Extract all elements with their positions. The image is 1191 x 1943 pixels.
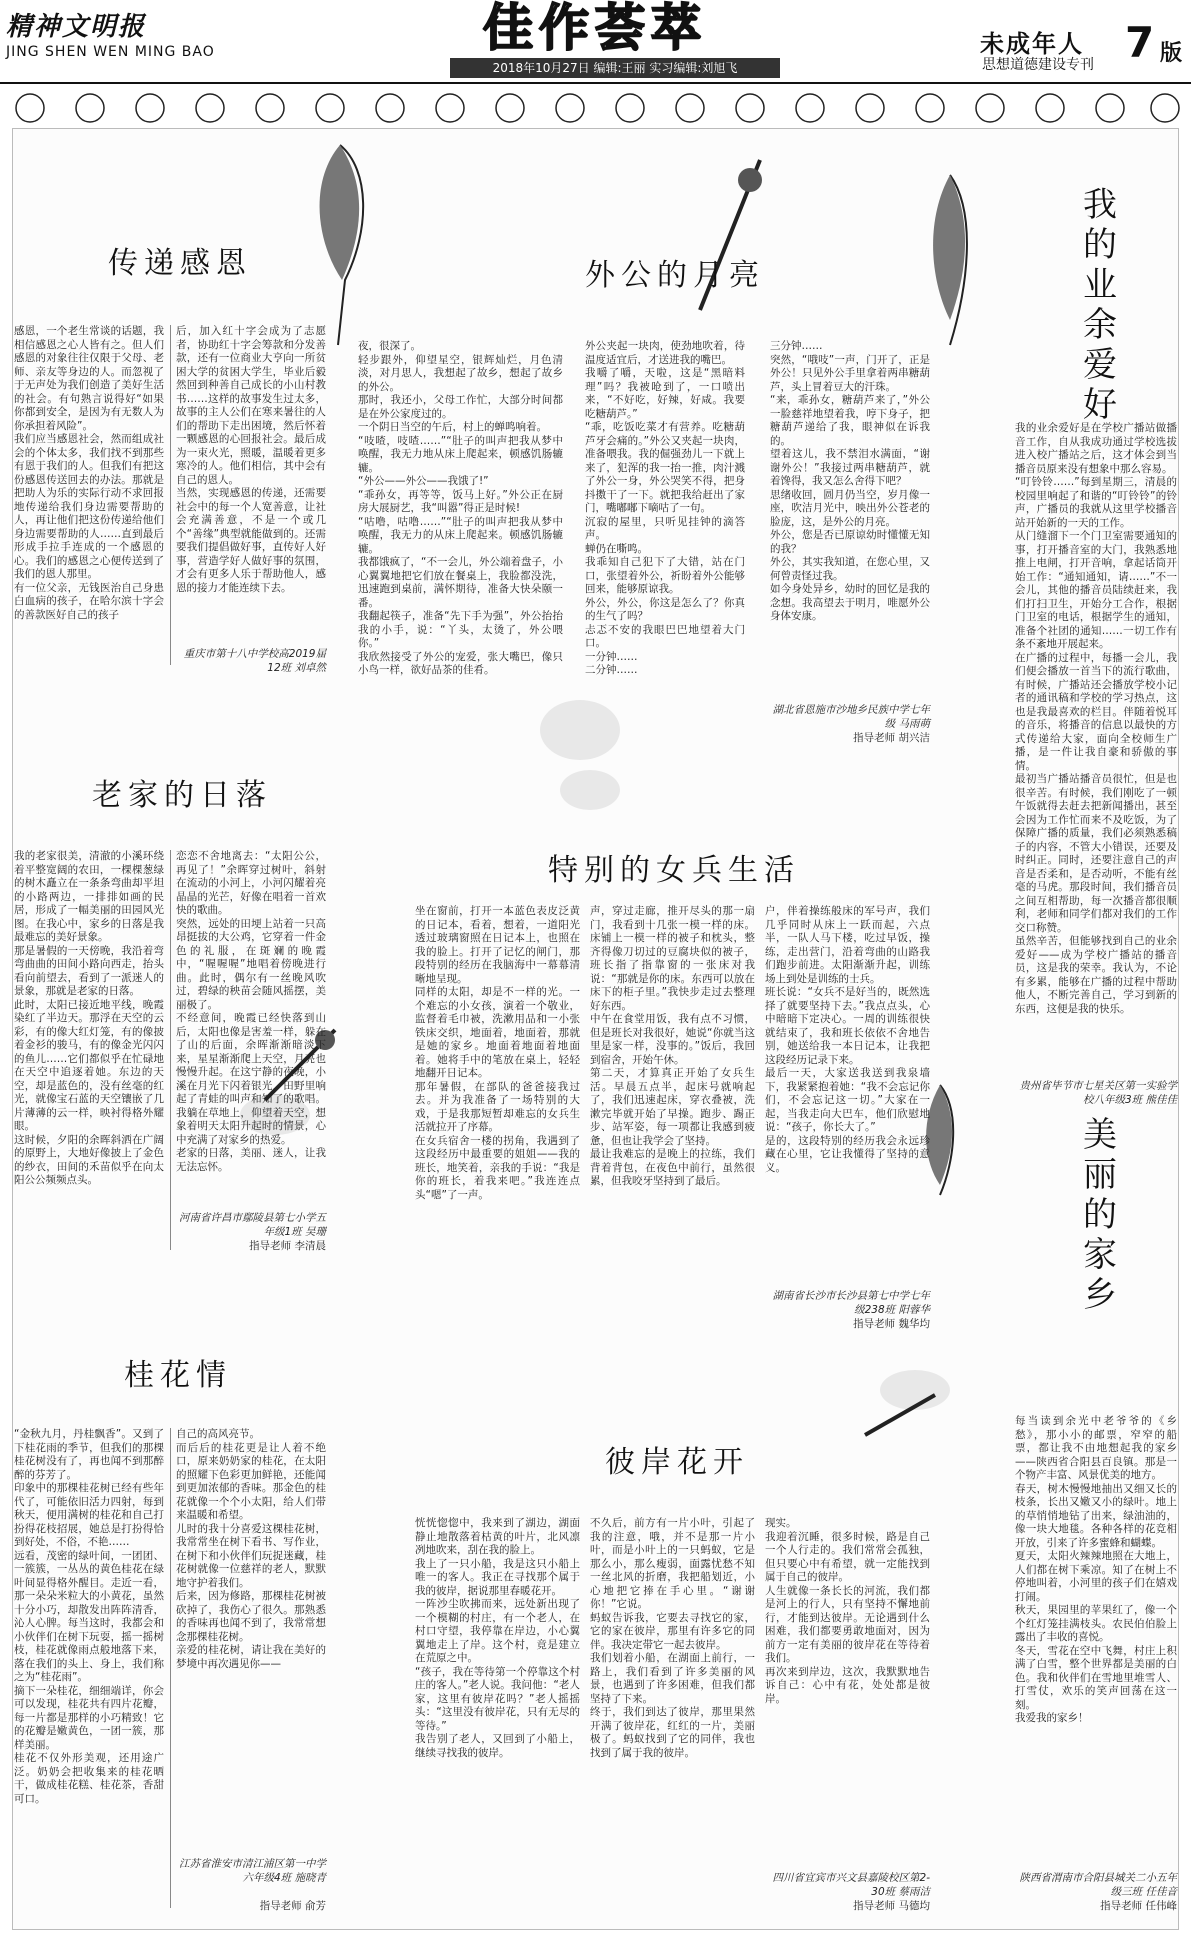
article-grandpa-moon-teacher: 指导老师 胡兴洁 — [853, 732, 930, 744]
article-female-soldier-col2: 声，穿过走廊，推开尽头的那一扇门，我看到十几张一模一样的床。床铺上一模一样的被子和枕头，整齐得像刀切过的豆腐块似的被子，班长指了指靠窗的一张床对我说：“那就是你的床。东西可以放在床下的柜子里。”我快步走过去整理好东西。 中午在食堂用饭，我有点不习惯，但是班长对我很好，她说“你就当这里是家一样，没事的。”饭后，我回到宿舍，开始午休。 第二天，才算真正开始了女兵生活。早晨五点半，起床号就响起了，我们迅速起床，穿衣叠被，洗漱完毕就开始了早操。跑步、踢正步、站军姿，每一项都让我感到疲惫，但也让我学会了坚持。 最让我难忘的是晚上的拉练，我们背着背包，在夜色中前行，虽然很累，但我咬牙坚持到了最后。 — [590, 905, 755, 1187]
article-hometown-col1: 每当读到余光中老爷爷的《乡愁》，那小小的邮票，窄窄的船票，都让我不由地想起我的家乡——陕西省合阳县百良镇。那是一个物产丰富、风景优美的地方。 春天，树木慢慢地抽出又细又长的枝条，长出又嫩又小的绿叶。地上的草悄悄地钻了出来，绿油油的，像一块大地毯。各种各样的花竞相开放，引来了许多蜜蜂和蝴蝶。 夏天，太阳火辣辣地照在大地上，人们都在树下乘凉。知了在树上不停地叫着，小河里的孩子们在嬉戏打闹。 秋天，果园里的苹果红了，像一个个红灯笼挂满枝头。农民伯伯脸上露出了丰收的喜悦。 冬天，雪花在空中飞舞，村庄上积满了白雪，整个世界都是美丽的白色。我和伙伴们在雪地里堆雪人、打雪仗，欢乐的笑声回荡在这一刻。 我爱我的家乡！ — [1015, 1415, 1177, 1724]
article-spider-lily-teacher: 指导老师 马德均 — [853, 1900, 930, 1912]
page-number: 7 — [1125, 18, 1155, 67]
article-sunset-teacher: 指导老师 李清晨 — [249, 1240, 326, 1252]
article-title-hometown: 美丽的家乡 — [1083, 1115, 1117, 1315]
article-sunset-byline: 河南省许昌市鄢陵县第七小学五年级1班 吴珊 — [179, 1212, 326, 1238]
column-divider — [170, 325, 171, 665]
article-osmanthus-col2: 自己的高风亮节。 而后后的桂花更是让人着不绝口，原来奶奶家的桂花，在太阳的照耀下色彩更加鲜艳，还能闻到更加浓郁的香味。那金色的桂花就像一个个小太阳，给人们带来温暖和希望。 儿时的我十分喜爱这棵桂花树，我常常坐在树下看书、写作业，在树下和小伙伴们玩捉迷藏，桂花树就像一位慈祥的老人，默默地守护着我们。 后来，因为修路，那棵桂花树被砍掉了，我伤心了很久。那熟悉的香味再也闻不到了，我常常想念那棵桂花树。 亲爱的桂花树，请让我在美好的梦境中再次遇见你—— — [176, 1428, 326, 1670]
article-hobby-col1: 我的业余爱好是在学校广播站做播音工作，自从我成功通过学校选拔进入校广播站之后，这才体会到当播音员原来没有想象中那么容易。 “叮铃铃……”每到星期三，清晨的校园里响起了和谐的“叮铃铃”的铃声，广播员的我就从这里学校播音站开始新的一天的工作。 从门缝溜下一个门卫室需要通知的事，打开播音室的大门，我熟悉地推上电闸，打开音响，拿起话筒开始工作：“通知通知，请……”不一会儿，其他的播音员陆续赶来，我们打扫卫生，开始分工合作，根据门卫室的电话，根据学生的通知，准备个社团的通知……一切工作有条不紊地开展起来。 在广播的过程中，每播一会儿，我们便会播放一首当下的流行歌曲，有时候，广播站还会播放学校小记者的通讯稿和学校的学习热点，这也是我最喜欢的栏目。伴随着悦耳的音乐，将播音的信息以最快的方式传递给大家，面向全校师生广播，是一件让我自豪和骄傲的事情。 最初当广播站播音员很忙，但是也很辛苦。有时候，我们刚吃了一顿午饭就得去赶去把新闻播出，甚至会因为工作忙而来不及吃饭，为了保障广播的质量，我们必须熟悉稿子的内容，不管大小错误，还要及时纠正。同时，还要注意自己的声音是否柔和，是否动听，不能有丝毫的马虎。那段时间，我们播音员之间互相帮助，每一次播音都很顺利，老师和同学们都对我们的工作交口称赞。 虽然辛苦，但能够找到自己的业余爱好——成为学校广播站的播音员，这是我的荣幸。我认为，不论有多累，能够在广播的过程中帮助他人，不断完善自己，学习到新的东西，这便是我的快乐。 — [1015, 422, 1177, 1015]
masthead-pinyin: JING SHEN WEN MING BAO — [6, 44, 215, 60]
article-female-soldier-col3: 户，伴着操练般床的军号声，我们几乎同时从床上一跃而起，六点半，一队人马下楼，吃过早饭，操练，走出营门，沿着弯曲的山路我们跑步前进。太阳渐渐升起，训练场上到处是训练的士兵。 班长说：“女兵不是好当的，既然选择了就要坚持下去。”我点点头，心中暗暗下定决心。一周的训练很快就结束了，我和班长依依不舍地告别，她送给我一本日记本，让我把这段经历记录下来。 最后一天，大家送我送到我泉墙下，我紧紧抱着她：“我不会忘记你们，不会忘记这一切。”大家在一起，当我走向大巴车，他们欣慰地说：“孩子，你长大了。” 是的，这段特别的经历我会永远珍藏在心里，它让我懂得了坚持的意义。 — [765, 905, 930, 1174]
quill-feather-icon — [300, 140, 380, 350]
article-spider-lily-col3: 现实。 我迎着沉睡，很多时候，路是自己一个人行走的。我们常常会孤独，但只要心中有希望，就一定能找到属于自己的彼岸。 人生就像一条长长的河流，我们都是河上的行人，只有坚持不懈地前行，才能到达彼岸。无论遇到什么困难，我们都要勇敢地面对，因为前方一定有美丽的彼岸花在等待着我们。 再次来到岸边，这次，我默默地告诉自己：心中有花，处处都是彼岸。 — [765, 1517, 930, 1705]
article-spider-lily-byline: 四川省宜宾市兴文县嘉陵校区第2-30班 蔡雨洁 — [772, 1872, 930, 1898]
article-sunset-col1: 我的老家很美，清澈的小溪环绕着平整宽阔的农田，一棵棵葱绿的树木矗立在一条条弯曲却平坦的小路两边，一排排如画的民居，形成了一幅美丽的田园风光图。在我心中，家乡的日落是我最难忘的美好景象。 那是暑假的一天傍晚，我沿着弯弯曲曲的田间小路向西走，抬头看向前望去，看到了一派迷人的景象，那就是老家的日落。 此时，太阳已接近地平线，晚霞染红了半边天。那浮在天空的云彩，有的像大红灯笼，有的像披着金衫的骏马，有的像金光闪闪的鱼儿……它们都似乎在忙碌地在天空中追逐着她。东边的天空，却是蓝色的，没有丝毫的红光，就像宝石蓝的天空镶嵌了几片薄薄的云一样，映衬得格外耀眼。 这时候，夕阳的余晖斜洒在广阔的原野上，大地好像披上了金色的纱衣，田间的禾苗似乎在向太阳公公频频点头。 — [14, 850, 164, 1186]
article-sunset-col2: 恋恋不舍地离去：“太阳公公，再见了！”余晖穿过树叶，斜射在流动的小河上，小河闪耀着亮晶晶的光芒，好像在唱着一首欢快的歌曲。 突然，远处的田埂上站着一只高昂挺拔的大公鸡，它穿着一件金色的礼服，在斑斓的晚霞中，“喔喔喔”地唱着傍晚进行曲。此时，偶尔有一丝晚风吹过，碧绿的秧苗会随风摇摆，美丽极了。 不经意间，晚霞已经快落到山后，太阳也像是害羞一样，躲在了山的后面，余晖渐渐暗淡下来，星星渐渐爬上天空，月亮也慢慢升起。在这宁静的夜晚，小溪在月光下闪着银光，田野里响起了青蛙的叫声和知了的歌唱。我躺在草地上，仰望着天空，想象着明天太阳升起时的情景，心中充满了对家乡的热爱。 老家的日落，美丽、迷人，让我无法忘怀。 — [176, 850, 326, 1173]
quill-feather-icon — [920, 170, 980, 350]
page-suffix: 版 — [1160, 41, 1183, 66]
article-grandpa-moon-col2: 外公夹起一块肉，使劲地吹着，待温度适宜后，才送进我的嘴巴。 我嚼了嚼，天啦，这是“黑暗料理”吗？我被呛到了，一口喷出来，“不好吃，好辣，好咸。我要吃糖葫芦。” “乖，吃饭吃菜才有营养。吃糖葫芦牙会痛的。”外公又夹起一块肉，准备喂我。我的倔强劲儿一下就上来了，犯浑的我一抬一推，肉汁溅了外公一身，外公哭笑不得，把身抖擞干了一下。就把我给赶出了家门，嘴嘟嘟下嘀咕了一句。 沉寂的屋里，只听见挂钟的滴答声。 蝉仍在嘶鸣。 我乖知自己犯下了大错，站在门口，张望着外公，祈盼着外公能够回来，能够原谅我。 外公，外公，你这是怎么了？你真的生气了吗？ 忐忑不安的我眼巴巴地望着大门口。 一分钟…… 二分钟…… — [585, 340, 745, 676]
article-grandpa-moon-byline: 湖北省恩施市沙地乡民族中学七年级 马雨萌 — [772, 704, 930, 730]
article-osmanthus-byline: 江苏省淮安市清江浦区第一中学六年级4班 施晓青 — [179, 1858, 326, 1884]
quill-pen-icon — [860, 1390, 940, 1440]
article-title-spider-lily: 彼岸花开 — [605, 1445, 749, 1480]
article-title-gratitude: 传递感恩 — [108, 246, 252, 281]
article-spider-lily-col2: 不久后，前方有一片小叶，引起了我的注意，哦，并不是那一片小叶，而是小叶上的一只蚂蚁，它是那么小，那么瘦弱，面露忧愁不知一丝北风的折磨，我把船划近，小心地把它捧在手心里。“谢谢你！”它说。 蚂蚁告诉我，它要去寻找它的家，它的家在彼岸，那里有许多它的同伴。我决定带它一起去彼岸。 我们划着小船，在湖面上前行，一路上，我们看到了许多美丽的风景，也遇到了许多困难，但我们都坚持了下来。 终于，我们到达了彼岸，那里果然开满了彼岸花，红红的一片，美丽极了。蚂蚁找到了它的同伴，我也找到了属于我的彼岸。 — [590, 1517, 755, 1759]
binder-rings — [0, 84, 1191, 130]
article-title-female-soldier: 特别的女兵生活 — [548, 853, 800, 888]
supplement-title: 未成年人 — [980, 30, 1084, 58]
article-female-soldier-byline: 湖南省长沙市长沙县第七中学七年级238班 阳蓉华 — [772, 1290, 930, 1316]
article-title-hobby: 我的业余爱好 — [1083, 185, 1117, 425]
article-spider-lily-col1: 恍恍惚惚中，我来到了湖边，湖面静止地散落着枯黄的叶片，北风凛冽地吹来，刮在我的脸上。 我上了一只小船，我是这只小船上唯一的客人。我正在寻找那个属于我的彼岸，据说那里春暖花开。 一阵沙尘吹拂而来，远处新出现了一个模糊的村庄，有一个老人，在村口守望，我停靠在岸边，小心翼翼地走上了岸。这个村，竟是建立在荒原之中。 “孩子，我在等待第一个停靠这个村庄的客人。”老人说。我问他：“老人家，这里有彼岸花吗？”老人摇摇头：“这里没有彼岸花，只有无尽的等待。” 我告别了老人，又回到了小船上，继续寻找我的彼岸。 — [415, 1517, 580, 1759]
article-grandpa-moon-col1: 夜，很深了。 轻步跟外，仰望星空，银辉灿烂，月色清淡，对月思人，我想起了故乡，想起了故乡的外公。 那时，我还小，父母工作忙，大部分时间都是在外公家度过的。 一个阴日当空的午后，村上的蝉鸣响着。 “吱喳，吱喳……”“肚子的叫声把我从梦中唤醒，我无力地从床上爬起来，顿感饥肠辘辘。 “外公——外公——我饿了!” “乖孙女，再等等，饭马上好。”外公正在厨房大展厨艺，我“叫嚣”得正是时候! “咕噜，咕噜……”“肚子的叫声把我从梦中唤醒，我无力的从床上爬起来。顿感饥肠辘辘。 我都饿疯了，“不一会儿，外公端着盘子，小心翼翼地把它们放在餐桌上，我脸都没洗，迅速跑到桌前，满怀期待，准备大快朵颐一番。 我翻起筷子，准备“先下手为强”，外公抬抬我的小手，说：“丫头，太烫了，外公喂你。” 我欣然接受了外公的宠爱，张大嘴巴，像只小鸟一样，欲好品茶的佳肴。 — [358, 340, 563, 676]
ink-splat — [560, 770, 620, 810]
article-osmanthus-teacher: 指导老师 俞芳 — [259, 1900, 326, 1912]
article-title-osmanthus: 桂花情 — [124, 1358, 232, 1393]
article-title-grandpa-moon: 外公的月亮 — [585, 258, 765, 293]
article-hometown-teacher: 指导老师 任伟峰 — [1100, 1900, 1177, 1912]
article-female-soldier-col1: 坐在窗前，打开一本蓝色表皮泛黄的日记本，看着，想着，一道阳光透过玻璃窗照在日记本上，也照在我的脸上。打开了记忆的闸门，那段特别的经历在我脑海中一幕幕清晰地呈现。 同样的太阳，却是不一样的光。一个难忘的小女孩，演着一个敬业，监督着毛巾被，洗漱用品和一小张铁床交织，地面着，地面着，那就是她的家乡。地面着地面着地面着。她将手中的笔放在桌上，轻轻地翻开日记本。 那年暑假，在部队的爸爸接我过去。并为我准备了一场特别的大戏，于是我那短暂却难忘的女兵生活就拉开了序幕。 在女兵宿舍一楼的拐角，我遇到了这段经历中最重要的姐姐——我的班长，地笑着，亲我的手说：“我是你的班长，着我来吧。”我连连点头“嗯”了一声。 — [415, 905, 580, 1201]
article-gratitude-col2: 后，加入红十字会成为了志愿者，协助红十字会筹款和分发善款，还有一位商业大亨向一所贫困大学的贫困大学生，毕业后毅然回到种善自己成长的小山村教书……这样的故事发生过太多，故事的主人公们在寒来暑往的人们的帮助下走出困境，然后怀着一颗感恩的心回报社会。最后成为一束火光，照暖，温暖着更多寒冷的人。他们相信，其中会有自己的恩人。 当然，实现感恩的传递，还需要社会中的每一个人宽善意，让社会充满善意，不是一个或几个“善缘”典型就能做到的。还需要我们提倡做好事，直传好人好事，营造学好人做好事的氛围，才会有更多人乐于帮助他人，感恩的接力才能连续下去。 — [176, 325, 326, 594]
dateline: 2018年10月27日 编辑:王丽 实习编辑:刘旭飞 — [450, 58, 780, 78]
column-divider — [170, 850, 171, 1250]
article-gratitude-byline: 重庆市第十八中学校高2019届12班 刘卓然 — [183, 648, 326, 674]
section-title: 佳作荟萃 — [483, 0, 707, 57]
masthead-name: 精神文明报 — [6, 12, 147, 42]
supplement-subtitle: 思想道德建设专刊 — [982, 57, 1094, 73]
article-female-soldier-teacher: 指导老师 魏华均 — [853, 1318, 930, 1330]
article-grandpa-moon-col3: 三分钟…… 突然，“哦吱”一声，门开了，正是外公！只见外公手里拿着两串糖葫芦，头上冒着豆大的汗珠。 “来，乖孙女，糖葫芦来了，”外公一脸慈祥地望着我，哼下身子，把糖葫芦递给了我，眼神似在诉我的。 望着这儿，我不禁泪水满面，“谢谢外公！”我接过两串糖葫芦，就着馋得，我又怎么舍得下吧？ 思绪收回，圆月仍当空，岁月像一座，吹洁月光中，映出外公苍老的脸庞，这，是外公的月亮。 外公，您是否已原谅幼时懂懂无知的我？ 外公，其实我知道，在您心里，又何曾责怪过我。 如今身处异乡，幼时的回忆是我的念想。我高望去于明月，唯愿外公身体安康。 — [770, 340, 930, 622]
column-divider — [170, 1428, 171, 1908]
article-title-sunset: 老家的日落 — [92, 778, 272, 813]
article-hobby-byline: 贵州省毕节市七星关区第一实验学校八年级3班 熊佳佳 — [1019, 1080, 1177, 1106]
article-gratitude-col1: 感恩，一个老生常谈的话题，我相信感恩之心人皆有之。但人们感恩的对象往往仅限于父母、老师、亲友等身边的人。而忽视了于无声处为我们创造了美好生活的社会。有句熟言说得好“如果你都到安全，是因为有无数人为你承担着风险”。 我们应当感恩社会，然而组成社会的个体太多，我们找不到那些有恩于我们的人。但我们有把这份感恩传送回去的办法。那就是把助人为乐的实际行动不求回报地传递给我们身边需要帮助的人，再让他们把这份传递给他们身边需要帮助的人……直到最后形成手拉手连成的一个感恩的心。我们的感恩之心便传送到了我们的恩人那里。 有一位父亲，无钱医治自己身患白血病的孩子，在哈尔滨十字会的善款医好自己的孩子 — [14, 325, 164, 621]
article-hometown-byline: 陕西省渭南市合阳县城关二小五年级三班 任佳音 — [1019, 1872, 1177, 1898]
article-osmanthus-col1: “金秋九月，丹桂飘香”。又到了下桂花雨的季节，但我们的那棵桂花树没有了，再也闻不到那醉醉的芬芳了。 印象中的那棵桂花树已经有些年代了，可能依旧活力四射，每到秋天，便用满树的桂花和自己打扮得花枝招展，她总是打扮得恰到好处，不俗，不艳…… 远看，茂密的绿叶间，一团团、一簇簇，一丛丛的黄色桂花在绿叶间显得格外醒目。走近一看，那一朵朵米粒大的小黄花，虽然十分小巧，却散发出阵阵清香，沁人心脾。每当这时，我都会和小伙伴们在树下玩耍，摇一摇树枝，桂花就像雨点般地落下来，落在我们的头上、身上，我们称之为“桂花雨”。 摘下一朵桂花，细细端详，你会可以发现，桂花共有四片花瓣，每一片都是那样的小巧精致！它的花瓣是嫩黄色，一团一簇，那样美丽。 桂花不仅外形美观，还用途广泛。奶奶会把收集来的桂花晒干，做成桂花糕、桂花茶，香甜可口。 — [14, 1428, 164, 1805]
